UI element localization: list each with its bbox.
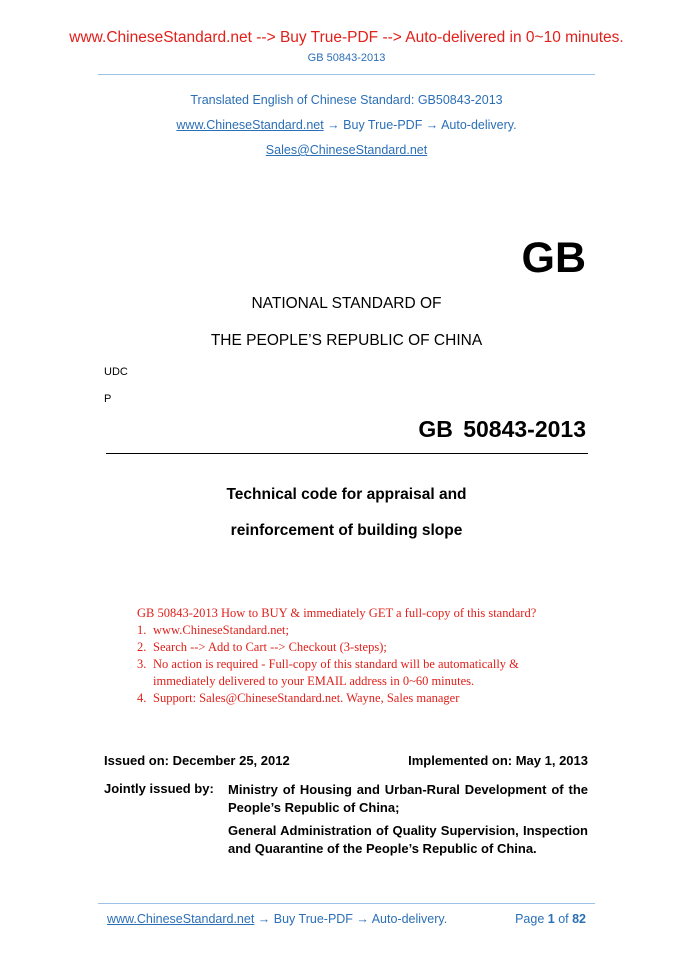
footer-site-link[interactable]: www.ChineseStandard.net	[107, 912, 255, 926]
purchase-heading: GB 50843-2013 How to BUY & immediately GET a full-copy of this standard?	[137, 606, 537, 620]
translated-note: Translated English of Chinese Standard: GB50843-2013	[190, 93, 503, 107]
total-pages: 82	[572, 912, 586, 926]
site-link[interactable]: www.ChineseStandard.net	[176, 118, 324, 132]
footer-links	[107, 912, 447, 926]
top-banner: www.ChineseStandard.net --> Buy True-PDF --> Auto-delivered in 0~10 minutes.	[69, 29, 624, 46]
issuer-2: General Administration of Quality Supervision, Inspection and Quarantine of the People’s Republic of China.	[228, 823, 588, 856]
header-divider	[98, 74, 595, 75]
national-line-1: NATIONAL STANDARD OF	[251, 295, 442, 312]
sales-line	[0, 143, 693, 157]
title-line-1: Technical code for appraisal and	[226, 486, 467, 503]
issued-date: Issued on: December 25, 2012	[104, 753, 290, 768]
standard-number: GB 50843-2013	[418, 416, 586, 442]
site-line	[0, 118, 693, 132]
footer-divider	[98, 903, 595, 904]
purchase-step: 3. No action is required - Full-copy of this standard will be automatically & immediately delivered to your EMAIL address in 0~60 minutes.	[137, 657, 519, 688]
title-line-2: reinforcement of building slope	[230, 522, 463, 539]
sales-email-link[interactable]: Sales@ChineseStandard.net	[265, 143, 428, 157]
purchase-step: 1. www.ChineseStandard.net;	[137, 623, 289, 637]
purchase-steps	[137, 622, 557, 707]
national-line-2: THE PEOPLE’S REPUBLIC OF CHINA	[210, 332, 483, 349]
title-divider	[106, 453, 588, 454]
jointly-issued-label: Jointly issued by:	[104, 781, 214, 796]
buy-text: → Buy True-PDF → Auto-delivery.	[323, 118, 517, 132]
issuer-1: Ministry of Housing and Urban-Rural Development of the People’s Republic of China;	[228, 782, 588, 815]
implemented-date: Implemented on: May 1, 2013	[408, 753, 588, 768]
current-page: 1	[547, 912, 555, 926]
gb-mark: GB	[521, 234, 586, 282]
footer-buy-text: → Buy True-PDF → Auto-delivery.	[254, 912, 448, 926]
page-indicator: Page 1 of 82	[515, 912, 586, 926]
purchase-step: 4. Support: Sales@ChineseStandard.net. Wayne, Sales manager	[137, 691, 460, 705]
header-standard-code: GB 50843-2013	[307, 52, 386, 64]
purchase-step: 2. Search --> Add to Cart --> Checkout (3-steps);	[137, 640, 387, 654]
p-label: P	[104, 393, 112, 405]
udc-label: UDC	[104, 366, 128, 378]
